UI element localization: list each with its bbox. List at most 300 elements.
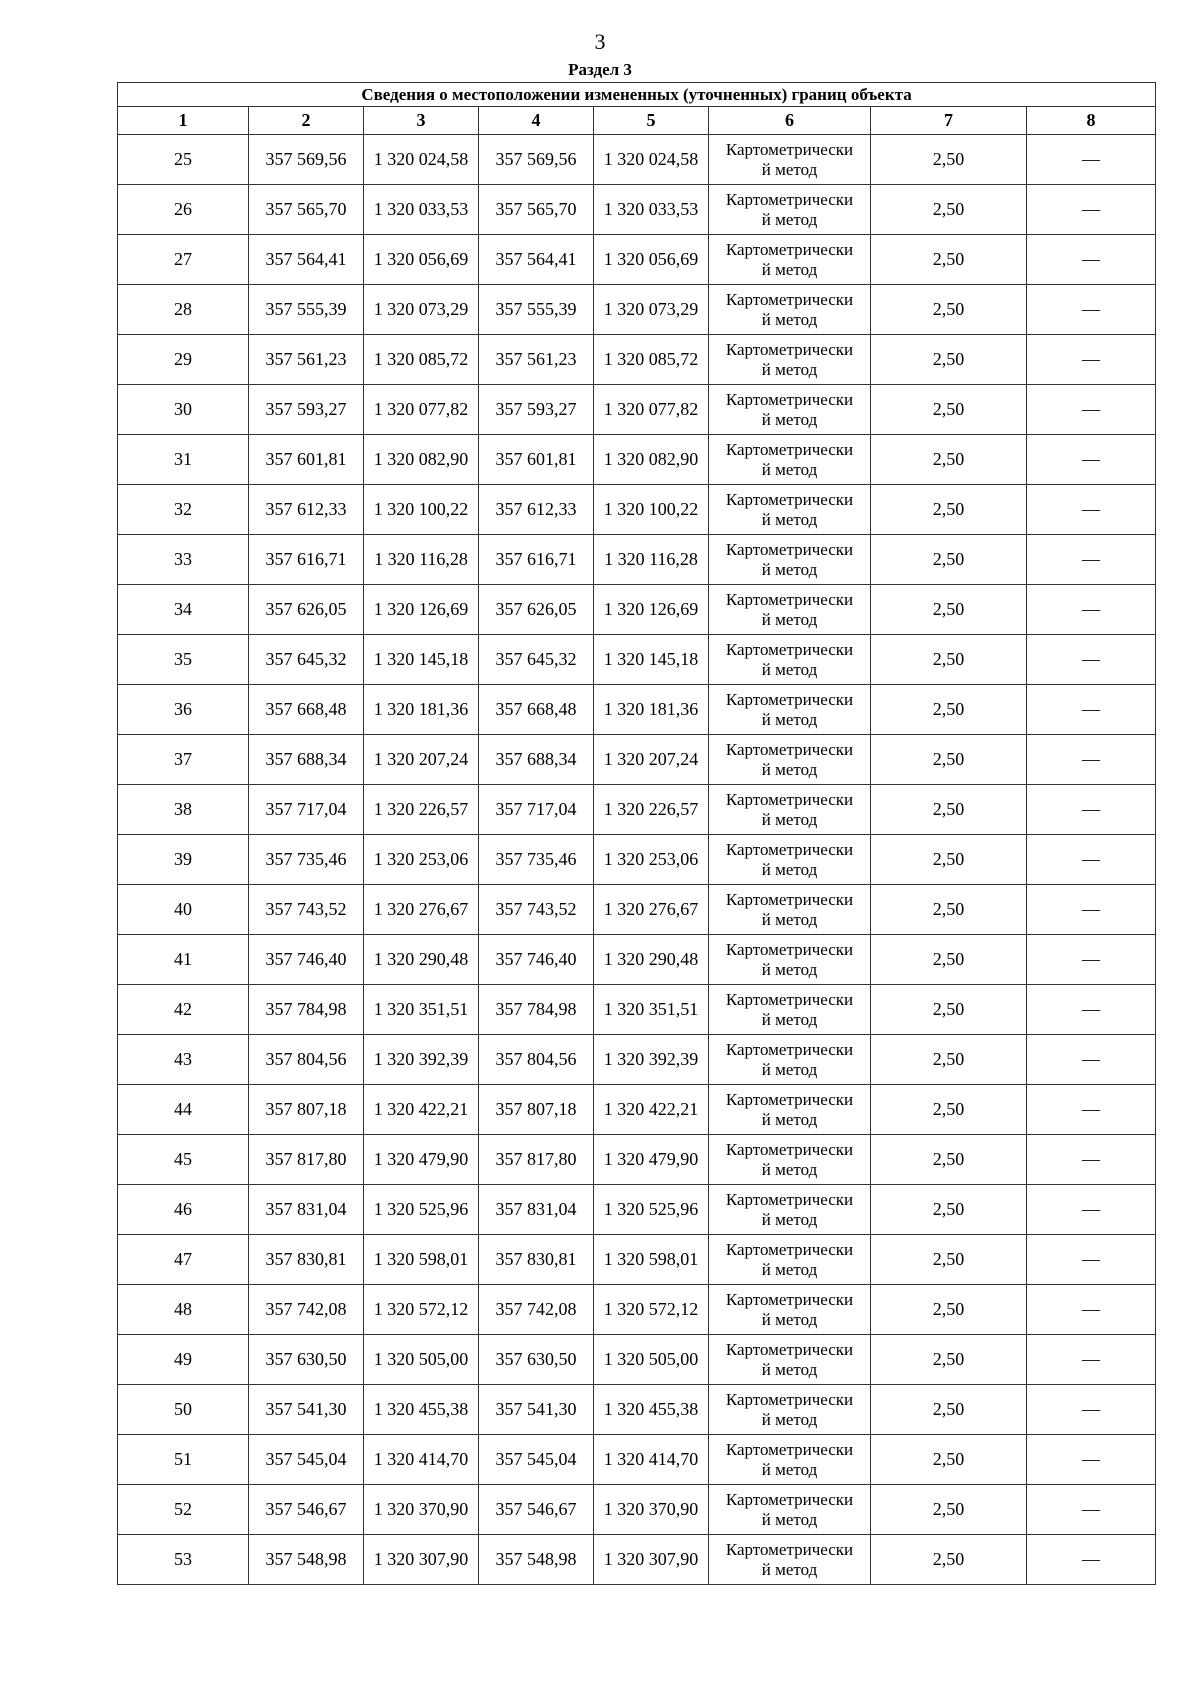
point-number-cell: 45	[118, 1135, 249, 1185]
y-coordinate-new-cell: 1 320 073,29	[594, 285, 709, 335]
x-coordinate-cell: 357 807,18	[249, 1085, 364, 1135]
note-cell: —	[1027, 935, 1156, 985]
table-row	[118, 535, 1156, 585]
x-coordinate-new-cell: 357 742,08	[479, 1285, 594, 1335]
x-coordinate-cell: 357 688,34	[249, 735, 364, 785]
y-coordinate-cell: 1 320 077,82	[364, 385, 479, 435]
y-coordinate-new-cell: 1 320 082,90	[594, 435, 709, 485]
accuracy-cell: 2,50	[871, 1185, 1027, 1235]
x-coordinate-cell: 357 555,39	[249, 285, 364, 335]
x-coordinate-cell: 357 601,81	[249, 435, 364, 485]
y-coordinate-new-cell: 1 320 290,48	[594, 935, 709, 985]
method-cell	[709, 1435, 871, 1485]
x-coordinate-new-cell: 357 746,40	[479, 935, 594, 985]
point-number-cell: 30	[118, 385, 249, 435]
note-cell: —	[1027, 535, 1156, 585]
x-coordinate-cell: 357 831,04	[249, 1185, 364, 1235]
y-coordinate-cell: 1 320 073,29	[364, 285, 479, 335]
y-coordinate-cell: 1 320 307,90	[364, 1535, 479, 1585]
method-line-1: Картометрически	[725, 1039, 854, 1059]
method-line-1: Картометрически	[725, 639, 854, 659]
method-line-1: Картометрически	[725, 1339, 854, 1359]
accuracy-cell: 2,50	[871, 835, 1027, 885]
point-number-cell: 34	[118, 585, 249, 635]
x-coordinate-cell: 357 817,80	[249, 1135, 364, 1185]
accuracy-cell: 2,50	[871, 585, 1027, 635]
x-coordinate-new-cell: 357 593,27	[479, 385, 594, 435]
table-row	[118, 285, 1156, 335]
method-line-2: й метод	[761, 1009, 818, 1029]
column-number-row	[118, 107, 1156, 135]
accuracy-cell: 2,50	[871, 285, 1027, 335]
accuracy-cell: 2,50	[871, 185, 1027, 235]
point-number-cell: 31	[118, 435, 249, 485]
accuracy-cell: 2,50	[871, 885, 1027, 935]
column-header-2: 2	[249, 107, 364, 135]
y-coordinate-new-cell: 1 320 455,38	[594, 1385, 709, 1435]
y-coordinate-new-cell: 1 320 598,01	[594, 1235, 709, 1285]
accuracy-cell: 2,50	[871, 535, 1027, 585]
note-cell: —	[1027, 1485, 1156, 1535]
table-row	[118, 235, 1156, 285]
method-line-2: й метод	[761, 559, 818, 579]
y-coordinate-cell: 1 320 414,70	[364, 1435, 479, 1485]
y-coordinate-new-cell: 1 320 077,82	[594, 385, 709, 435]
x-coordinate-new-cell: 357 548,98	[479, 1535, 594, 1585]
accuracy-cell: 2,50	[871, 235, 1027, 285]
method-line-1: Картометрически	[725, 489, 854, 509]
method-line-2: й метод	[761, 1259, 818, 1279]
method-cell	[709, 185, 871, 235]
x-coordinate-new-cell: 357 561,23	[479, 335, 594, 385]
table-title: Сведения о местоположении измененных (уточненных) границ объекта	[118, 83, 1156, 107]
x-coordinate-new-cell: 357 817,80	[479, 1135, 594, 1185]
method-cell	[709, 435, 871, 485]
point-number-cell: 37	[118, 735, 249, 785]
point-number-cell: 29	[118, 335, 249, 385]
x-coordinate-new-cell: 357 569,56	[479, 135, 594, 185]
note-cell: —	[1027, 885, 1156, 935]
method-line-2: й метод	[761, 1509, 818, 1529]
y-coordinate-cell: 1 320 207,24	[364, 735, 479, 785]
note-cell: —	[1027, 135, 1156, 185]
accuracy-cell: 2,50	[871, 985, 1027, 1035]
x-coordinate-new-cell: 357 831,04	[479, 1185, 594, 1235]
method-cell	[709, 585, 871, 635]
method-cell	[709, 1385, 871, 1435]
method-line-1: Картометрически	[725, 1289, 854, 1309]
method-line-2: й метод	[761, 1459, 818, 1479]
method-cell	[709, 1485, 871, 1535]
method-line-2: й метод	[761, 1059, 818, 1079]
note-cell: —	[1027, 285, 1156, 335]
method-cell	[709, 385, 871, 435]
x-coordinate-new-cell: 357 545,04	[479, 1435, 594, 1485]
table-row	[118, 985, 1156, 1035]
method-line-2: й метод	[761, 1309, 818, 1329]
x-coordinate-cell: 357 804,56	[249, 1035, 364, 1085]
method-line-2: й метод	[761, 1209, 818, 1229]
y-coordinate-new-cell: 1 320 370,90	[594, 1485, 709, 1535]
method-line-2: й метод	[761, 509, 818, 529]
x-coordinate-new-cell: 357 688,34	[479, 735, 594, 785]
x-coordinate-new-cell: 357 541,30	[479, 1385, 594, 1435]
point-number-cell: 44	[118, 1085, 249, 1135]
y-coordinate-cell: 1 320 082,90	[364, 435, 479, 485]
y-coordinate-new-cell: 1 320 422,21	[594, 1085, 709, 1135]
note-cell: —	[1027, 585, 1156, 635]
x-coordinate-cell: 357 541,30	[249, 1385, 364, 1435]
x-coordinate-new-cell: 357 555,39	[479, 285, 594, 335]
method-line-2: й метод	[761, 409, 818, 429]
x-coordinate-cell: 357 616,71	[249, 535, 364, 585]
x-coordinate-new-cell: 357 601,81	[479, 435, 594, 485]
x-coordinate-cell: 357 746,40	[249, 935, 364, 985]
method-cell	[709, 785, 871, 835]
method-line-2: й метод	[761, 1109, 818, 1129]
method-cell	[709, 885, 871, 935]
note-cell: —	[1027, 1435, 1156, 1485]
y-coordinate-cell: 1 320 085,72	[364, 335, 479, 385]
x-coordinate-new-cell: 357 735,46	[479, 835, 594, 885]
point-number-cell: 53	[118, 1535, 249, 1585]
column-header-3: 3	[364, 107, 479, 135]
method-line-1: Картометрически	[725, 339, 854, 359]
section-title: Раздел 3	[568, 60, 632, 79]
method-line-1: Картометрически	[725, 1489, 854, 1509]
method-cell	[709, 285, 871, 335]
y-coordinate-new-cell: 1 320 525,96	[594, 1185, 709, 1235]
note-cell: —	[1027, 385, 1156, 435]
note-cell: —	[1027, 985, 1156, 1035]
column-header-5: 5	[594, 107, 709, 135]
point-number-cell: 33	[118, 535, 249, 585]
y-coordinate-cell: 1 320 479,90	[364, 1135, 479, 1185]
method-line-2: й метод	[761, 609, 818, 629]
accuracy-cell: 2,50	[871, 385, 1027, 435]
method-cell	[709, 1285, 871, 1335]
point-number-cell: 49	[118, 1335, 249, 1385]
method-line-1: Картометрически	[725, 1139, 854, 1159]
y-coordinate-cell: 1 320 116,28	[364, 535, 479, 585]
accuracy-cell: 2,50	[871, 935, 1027, 985]
method-line-2: й метод	[761, 459, 818, 479]
table-row	[118, 785, 1156, 835]
note-cell: —	[1027, 735, 1156, 785]
table-row	[118, 1335, 1156, 1385]
y-coordinate-cell: 1 320 351,51	[364, 985, 479, 1035]
column-header-8: 8	[1027, 107, 1156, 135]
y-coordinate-cell: 1 320 422,21	[364, 1085, 479, 1135]
table-row	[118, 1385, 1156, 1435]
x-coordinate-cell: 357 742,08	[249, 1285, 364, 1335]
x-coordinate-new-cell: 357 645,32	[479, 635, 594, 685]
y-coordinate-new-cell: 1 320 116,28	[594, 535, 709, 585]
method-cell	[709, 335, 871, 385]
y-coordinate-new-cell: 1 320 181,36	[594, 685, 709, 735]
x-coordinate-cell: 357 548,98	[249, 1535, 364, 1585]
note-cell: —	[1027, 1035, 1156, 1085]
accuracy-cell: 2,50	[871, 435, 1027, 485]
method-cell	[709, 485, 871, 535]
accuracy-cell: 2,50	[871, 1285, 1027, 1335]
table-row	[118, 885, 1156, 935]
note-cell: —	[1027, 435, 1156, 485]
method-line-1: Картометрически	[725, 289, 854, 309]
x-coordinate-cell: 357 546,67	[249, 1485, 364, 1535]
note-cell: —	[1027, 1285, 1156, 1335]
table-body	[118, 135, 1156, 1585]
method-line-1: Картометрически	[725, 589, 854, 609]
table-row	[118, 685, 1156, 735]
method-cell	[709, 985, 871, 1035]
method-line-1: Картометрически	[725, 1089, 854, 1109]
x-coordinate-cell: 357 735,46	[249, 835, 364, 885]
y-coordinate-cell: 1 320 392,39	[364, 1035, 479, 1085]
point-number-cell: 28	[118, 285, 249, 335]
method-line-1: Картометрически	[725, 739, 854, 759]
y-coordinate-cell: 1 320 145,18	[364, 635, 479, 685]
point-number-cell: 46	[118, 1185, 249, 1235]
method-line-2: й метод	[761, 659, 818, 679]
note-cell: —	[1027, 235, 1156, 285]
point-number-cell: 27	[118, 235, 249, 285]
method-line-2: й метод	[761, 909, 818, 929]
y-coordinate-cell: 1 320 370,90	[364, 1485, 479, 1535]
method-line-1: Картометрически	[725, 1239, 854, 1259]
method-line-1: Картометрически	[725, 939, 854, 959]
x-coordinate-cell: 357 743,52	[249, 885, 364, 935]
x-coordinate-new-cell: 357 807,18	[479, 1085, 594, 1135]
x-coordinate-new-cell: 357 743,52	[479, 885, 594, 935]
accuracy-cell: 2,50	[871, 685, 1027, 735]
method-line-2: й метод	[761, 859, 818, 879]
x-coordinate-cell: 357 593,27	[249, 385, 364, 435]
point-number-cell: 51	[118, 1435, 249, 1485]
method-line-1: Картометрически	[725, 689, 854, 709]
x-coordinate-cell: 357 630,50	[249, 1335, 364, 1385]
method-line-2: й метод	[761, 359, 818, 379]
x-coordinate-new-cell: 357 668,48	[479, 685, 594, 735]
point-number-cell: 50	[118, 1385, 249, 1435]
table-row	[118, 585, 1156, 635]
x-coordinate-new-cell: 357 612,33	[479, 485, 594, 535]
y-coordinate-new-cell: 1 320 253,06	[594, 835, 709, 885]
note-cell: —	[1027, 485, 1156, 535]
y-coordinate-new-cell: 1 320 505,00	[594, 1335, 709, 1385]
y-coordinate-cell: 1 320 024,58	[364, 135, 479, 185]
accuracy-cell: 2,50	[871, 485, 1027, 535]
y-coordinate-new-cell: 1 320 351,51	[594, 985, 709, 1035]
accuracy-cell: 2,50	[871, 1085, 1027, 1135]
point-number-cell: 35	[118, 635, 249, 685]
x-coordinate-new-cell: 357 784,98	[479, 985, 594, 1035]
method-line-2: й метод	[761, 1409, 818, 1429]
y-coordinate-new-cell: 1 320 207,24	[594, 735, 709, 785]
note-cell: —	[1027, 185, 1156, 235]
method-cell	[709, 135, 871, 185]
method-line-1: Картометрически	[725, 389, 854, 409]
x-coordinate-new-cell: 357 804,56	[479, 1035, 594, 1085]
table-row	[118, 1085, 1156, 1135]
x-coordinate-new-cell: 357 830,81	[479, 1235, 594, 1285]
x-coordinate-cell: 357 830,81	[249, 1235, 364, 1285]
x-coordinate-new-cell: 357 565,70	[479, 185, 594, 235]
y-coordinate-cell: 1 320 253,06	[364, 835, 479, 885]
y-coordinate-cell: 1 320 226,57	[364, 785, 479, 835]
boundary-coordinates-table	[117, 82, 1156, 1585]
y-coordinate-new-cell: 1 320 414,70	[594, 1435, 709, 1485]
method-line-1: Картометрически	[725, 439, 854, 459]
y-coordinate-cell: 1 320 033,53	[364, 185, 479, 235]
y-coordinate-cell: 1 320 276,67	[364, 885, 479, 935]
point-number-cell: 36	[118, 685, 249, 735]
accuracy-cell: 2,50	[871, 1335, 1027, 1385]
table-row	[118, 1285, 1156, 1335]
method-line-1: Картометрически	[725, 989, 854, 1009]
method-line-2: й метод	[761, 709, 818, 729]
y-coordinate-cell: 1 320 525,96	[364, 1185, 479, 1235]
point-number-cell: 32	[118, 485, 249, 535]
y-coordinate-new-cell: 1 320 479,90	[594, 1135, 709, 1185]
method-line-1: Картометрически	[725, 539, 854, 559]
point-number-cell: 25	[118, 135, 249, 185]
y-coordinate-new-cell: 1 320 056,69	[594, 235, 709, 285]
table-row	[118, 1185, 1156, 1235]
method-line-2: й метод	[761, 309, 818, 329]
method-line-2: й метод	[761, 809, 818, 829]
x-coordinate-new-cell: 357 564,41	[479, 235, 594, 285]
x-coordinate-new-cell: 357 546,67	[479, 1485, 594, 1535]
note-cell: —	[1027, 785, 1156, 835]
table-row	[118, 935, 1156, 985]
note-cell: —	[1027, 835, 1156, 885]
method-cell	[709, 835, 871, 885]
x-coordinate-cell: 357 626,05	[249, 585, 364, 635]
method-cell	[709, 935, 871, 985]
table-row	[118, 1535, 1156, 1585]
method-line-1: Картометрически	[725, 1189, 854, 1209]
method-cell	[709, 1535, 871, 1585]
point-number-cell: 41	[118, 935, 249, 985]
accuracy-cell: 2,50	[871, 1485, 1027, 1535]
note-cell: —	[1027, 685, 1156, 735]
y-coordinate-new-cell: 1 320 085,72	[594, 335, 709, 385]
table-row	[118, 335, 1156, 385]
y-coordinate-new-cell: 1 320 033,53	[594, 185, 709, 235]
accuracy-cell: 2,50	[871, 1435, 1027, 1485]
note-cell: —	[1027, 1135, 1156, 1185]
y-coordinate-new-cell: 1 320 226,57	[594, 785, 709, 835]
note-cell: —	[1027, 1385, 1156, 1435]
method-line-1: Картометрически	[725, 839, 854, 859]
method-line-2: й метод	[761, 209, 818, 229]
accuracy-cell: 2,50	[871, 135, 1027, 185]
method-line-2: й метод	[761, 159, 818, 179]
table-row	[118, 1035, 1156, 1085]
note-cell: —	[1027, 1185, 1156, 1235]
column-header-1: 1	[118, 107, 249, 135]
accuracy-cell: 2,50	[871, 785, 1027, 835]
table-row	[118, 1435, 1156, 1485]
accuracy-cell: 2,50	[871, 1235, 1027, 1285]
y-coordinate-new-cell: 1 320 100,22	[594, 485, 709, 535]
column-header-6: 6	[709, 107, 871, 135]
note-cell: —	[1027, 635, 1156, 685]
accuracy-cell: 2,50	[871, 1135, 1027, 1185]
x-coordinate-cell: 357 545,04	[249, 1435, 364, 1485]
method-line-1: Картометрически	[725, 239, 854, 259]
y-coordinate-cell: 1 320 572,12	[364, 1285, 479, 1335]
accuracy-cell: 2,50	[871, 335, 1027, 385]
method-line-1: Картометрически	[725, 889, 854, 909]
y-coordinate-cell: 1 320 455,38	[364, 1385, 479, 1435]
method-line-1: Картометрически	[725, 1439, 854, 1459]
method-line-1: Картометрически	[725, 1389, 854, 1409]
table-row	[118, 385, 1156, 435]
note-cell: —	[1027, 335, 1156, 385]
x-coordinate-cell: 357 668,48	[249, 685, 364, 735]
note-cell: —	[1027, 1335, 1156, 1385]
method-cell	[709, 1135, 871, 1185]
note-cell: —	[1027, 1235, 1156, 1285]
x-coordinate-cell: 357 561,23	[249, 335, 364, 385]
point-number-cell: 42	[118, 985, 249, 1035]
x-coordinate-cell: 357 612,33	[249, 485, 364, 535]
note-cell: —	[1027, 1535, 1156, 1585]
point-number-cell: 39	[118, 835, 249, 885]
table-row	[118, 735, 1156, 785]
point-number-cell: 38	[118, 785, 249, 835]
page-number: 3	[594, 29, 606, 54]
x-coordinate-cell: 357 717,04	[249, 785, 364, 835]
table-row	[118, 835, 1156, 885]
method-line-2: й метод	[761, 1559, 818, 1579]
column-header-7: 7	[871, 107, 1027, 135]
table-row	[118, 435, 1156, 485]
method-cell	[709, 535, 871, 585]
method-cell	[709, 1335, 871, 1385]
table-row	[118, 1235, 1156, 1285]
y-coordinate-new-cell: 1 320 572,12	[594, 1285, 709, 1335]
point-number-cell: 26	[118, 185, 249, 235]
method-cell	[709, 735, 871, 785]
method-cell	[709, 1035, 871, 1085]
method-line-1: Картометрически	[725, 139, 854, 159]
y-coordinate-new-cell: 1 320 126,69	[594, 585, 709, 635]
method-line-2: й метод	[761, 259, 818, 279]
x-coordinate-new-cell: 357 626,05	[479, 585, 594, 635]
y-coordinate-new-cell: 1 320 392,39	[594, 1035, 709, 1085]
method-cell	[709, 685, 871, 735]
y-coordinate-cell: 1 320 126,69	[364, 585, 479, 635]
y-coordinate-new-cell: 1 320 276,67	[594, 885, 709, 935]
x-coordinate-cell: 357 569,56	[249, 135, 364, 185]
method-line-2: й метод	[761, 1359, 818, 1379]
method-cell	[709, 1185, 871, 1235]
x-coordinate-cell: 357 565,70	[249, 185, 364, 235]
x-coordinate-cell: 357 564,41	[249, 235, 364, 285]
note-cell: —	[1027, 1085, 1156, 1135]
y-coordinate-cell: 1 320 100,22	[364, 485, 479, 535]
method-cell	[709, 1235, 871, 1285]
table-row	[118, 635, 1156, 685]
table-row	[118, 185, 1156, 235]
y-coordinate-cell: 1 320 505,00	[364, 1335, 479, 1385]
table-row	[118, 1135, 1156, 1185]
method-line-2: й метод	[761, 1159, 818, 1179]
table-row	[118, 1485, 1156, 1535]
